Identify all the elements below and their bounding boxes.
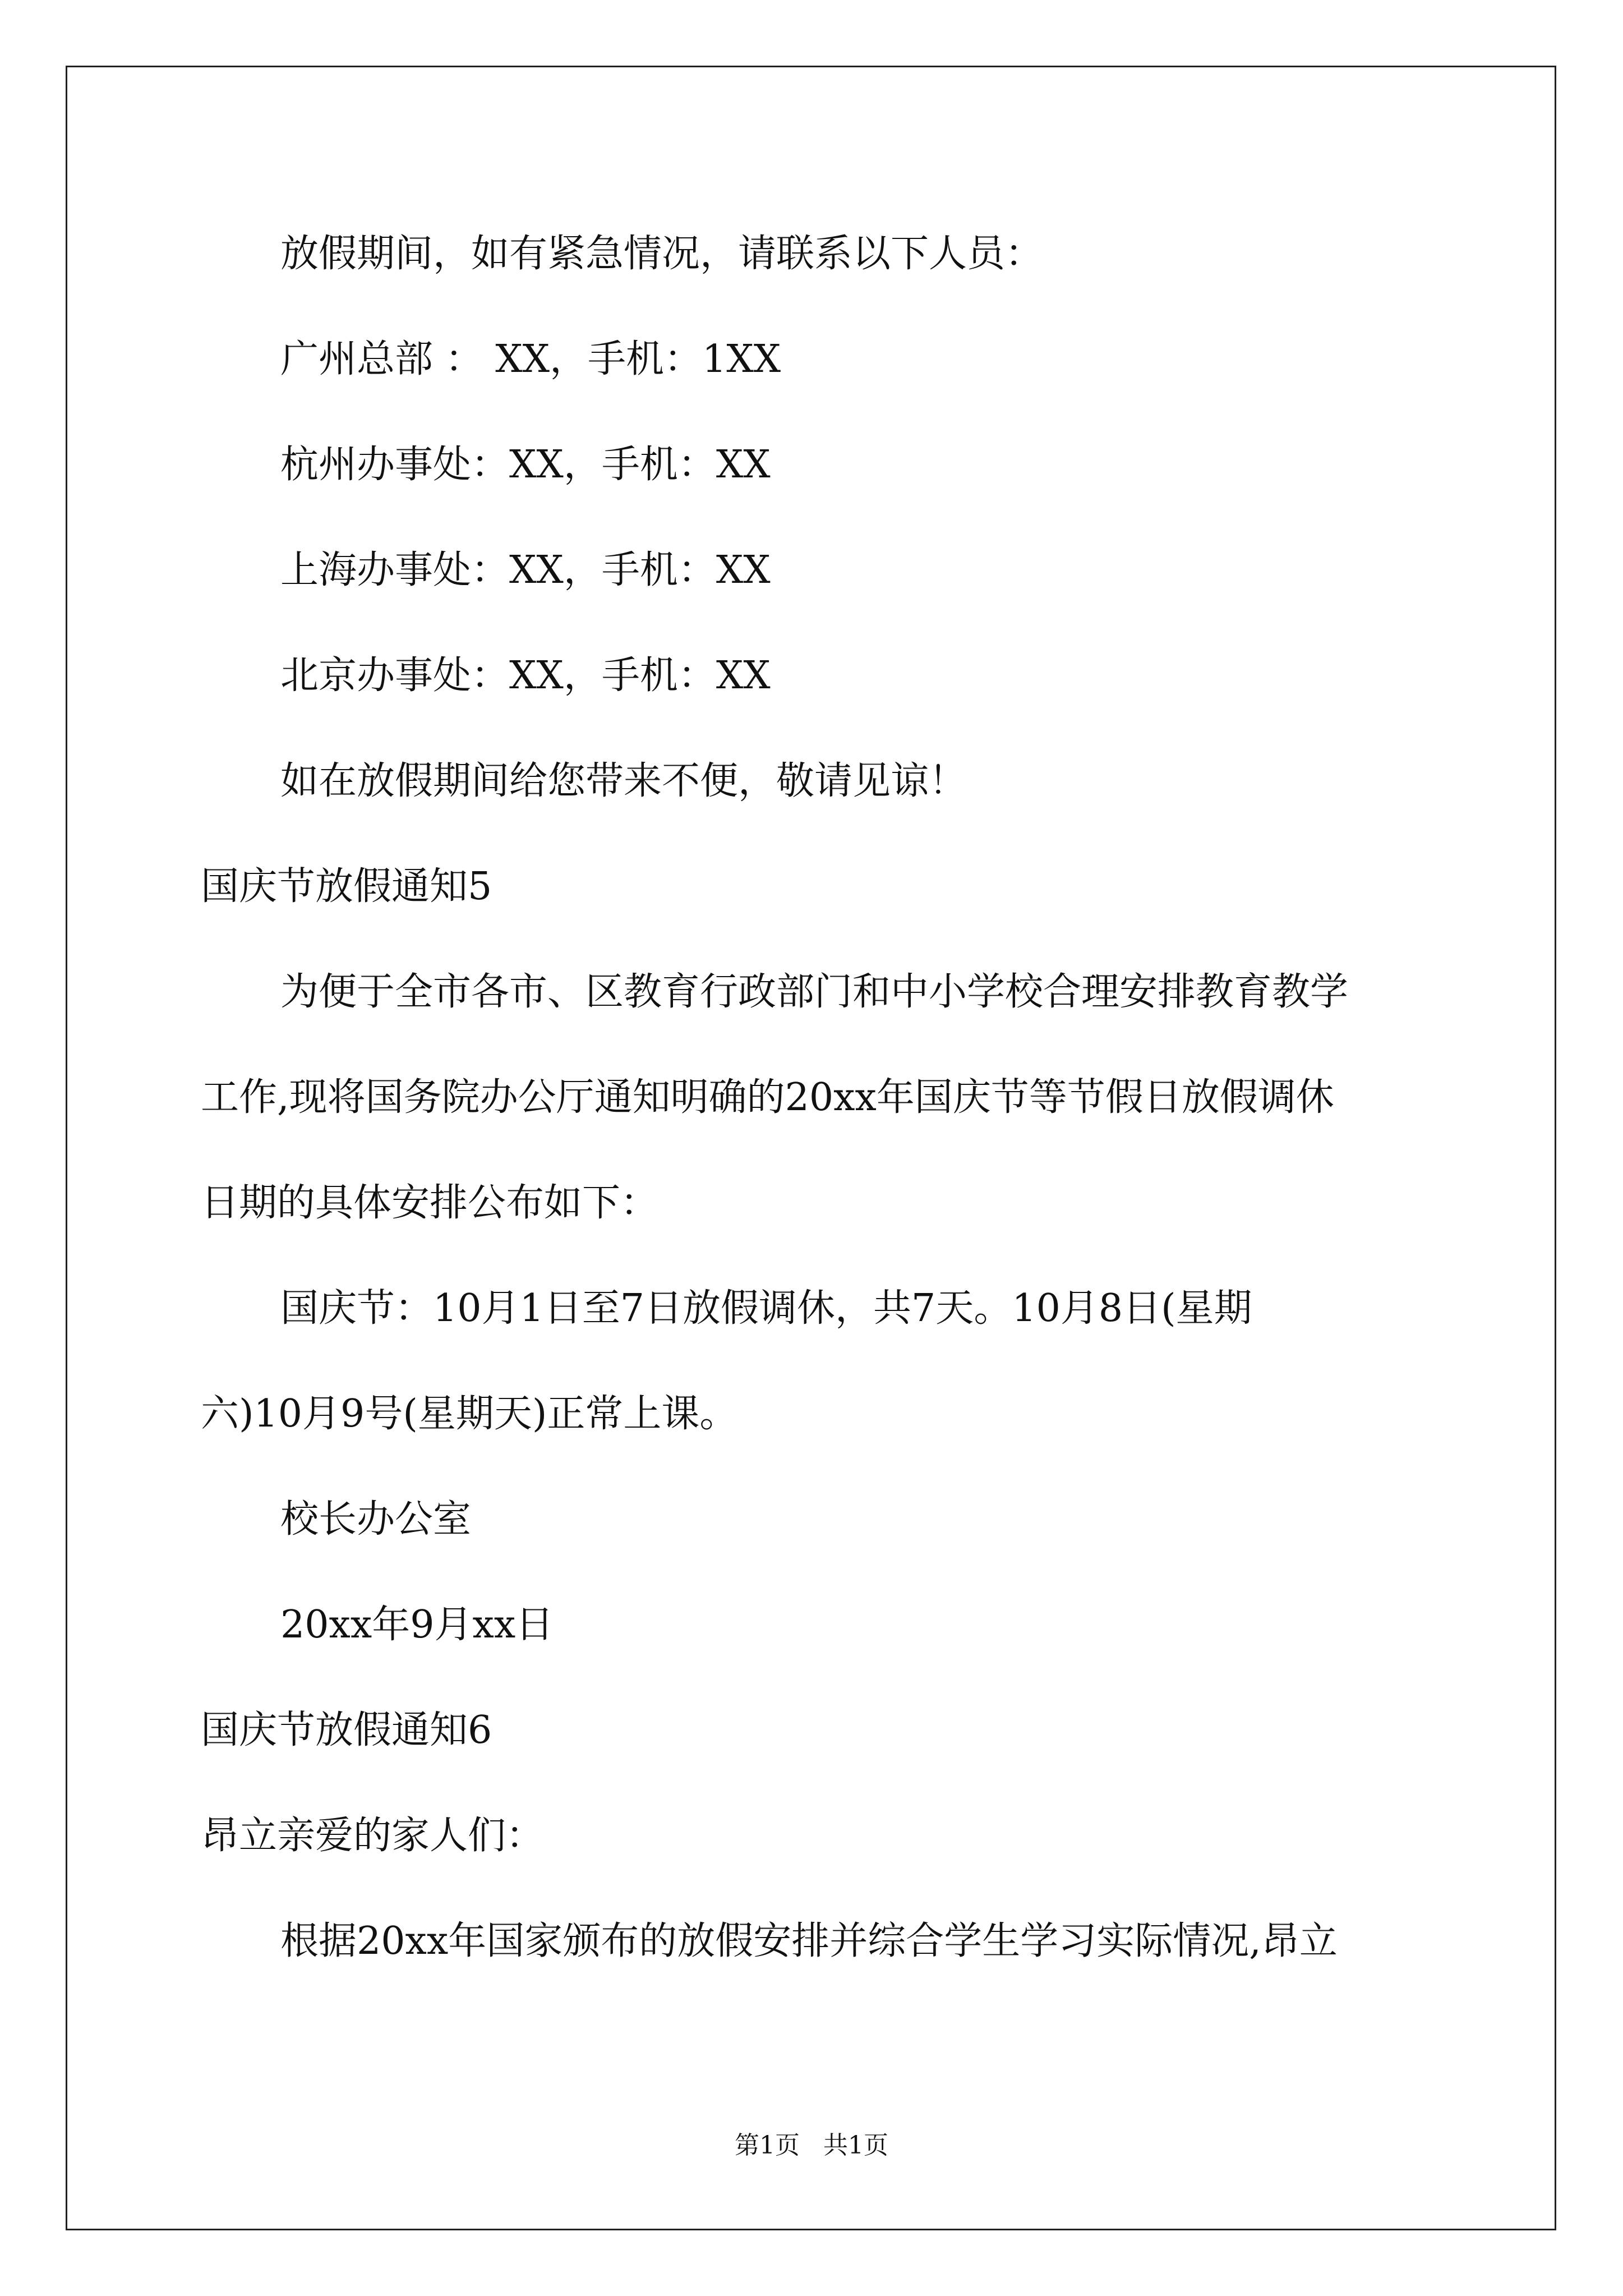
notice-6-body-line: 根据20xx年国家颁布的放假安排并综合学生学习实际情况,昂立: [280, 1919, 1338, 1963]
notice-6-greeting: 昂立亲爱的家人们：: [201, 1814, 545, 1858]
page-border: [66, 66, 1556, 2230]
contact-intro: 放假期间，如有紧急情况，请联系以下人员：: [280, 232, 1044, 276]
contact-beijing: 北京办事处：XX，手机：XX: [280, 654, 771, 698]
apology-line: 如在放假期间给您带来不便，敬请见谅！: [280, 759, 967, 803]
notice-5-signature: 校长办公室: [280, 1497, 472, 1542]
notice-5-body-line: 工作,现将国务院办公厅通知明确的20xx年国庆节等节假日放假调休: [201, 1075, 1334, 1120]
notice-6-heading: 国庆节放假通知6: [201, 1708, 492, 1752]
notice-5-schedule: 六)10月9号(星期天)正常上课。: [201, 1392, 738, 1436]
notice-5-body-line: 日期的具体安排公布如下：: [201, 1181, 659, 1225]
contact-shanghai: 上海办事处：XX，手机：XX: [280, 548, 771, 592]
notice-5-heading: 国庆节放假通知5: [201, 864, 492, 909]
page-number-footer: 第1页 共1页: [735, 2131, 888, 2160]
contact-hangzhou: 杭州办事处：XX，手机：XX: [280, 443, 771, 487]
notice-5-body-line: 为便于全市各市、区教育行政部门和中小学校合理安排教育教学: [280, 970, 1349, 1014]
contact-guangzhou: 广州总部 ： XX，手机：1XX: [280, 337, 781, 381]
notice-5-date: 20xx年9月xx日: [280, 1603, 554, 1647]
notice-5-schedule: 国庆节：10月1日至7日放假调休，共7天。10月8日(星期: [280, 1286, 1252, 1331]
